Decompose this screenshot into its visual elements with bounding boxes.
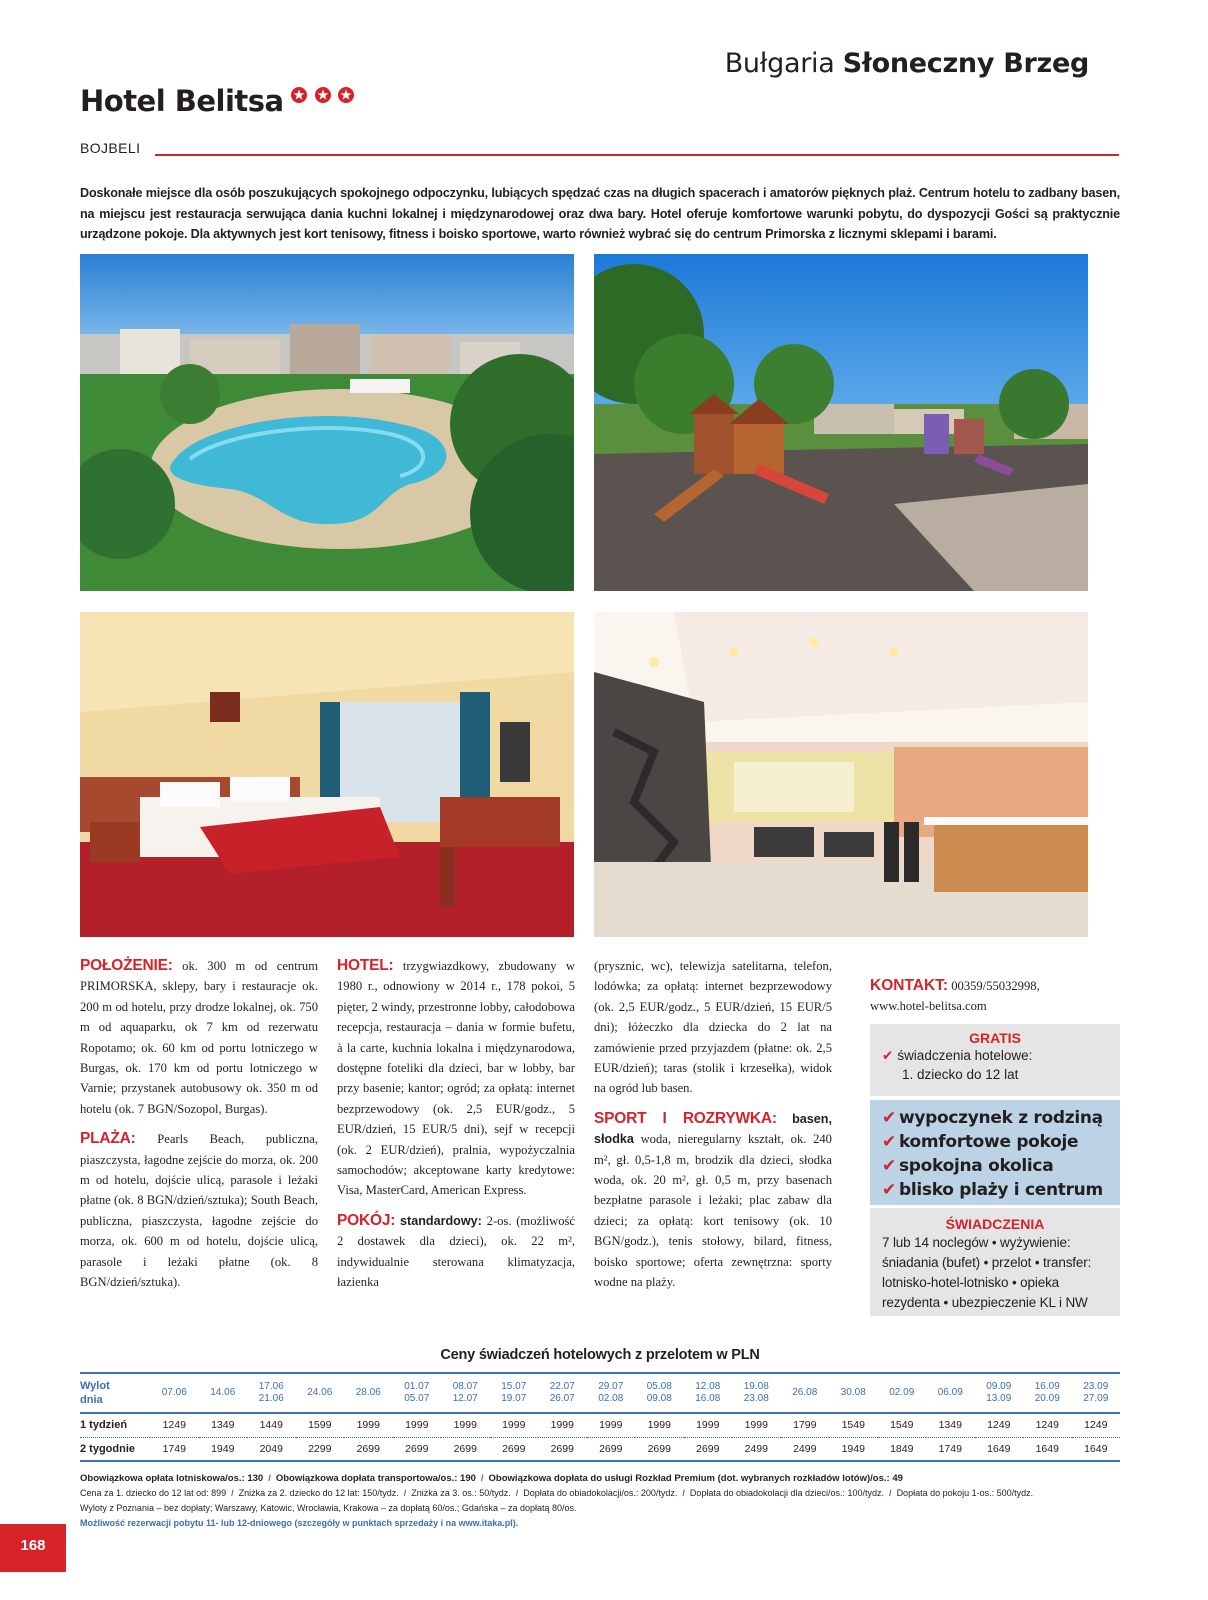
price-cell: 1449 (247, 1413, 296, 1437)
section-hotel (337, 956, 575, 1201)
departure-date: 16.09 20.09 (1023, 1373, 1072, 1413)
departure-date: 12.08 16.08 (684, 1373, 733, 1413)
star-icon (290, 86, 308, 104)
departure-date: 19.08 23.08 (732, 1373, 781, 1413)
departure-date: 28.06 (344, 1373, 393, 1413)
price-notes (80, 1471, 1120, 1531)
check-icon: ✔ (882, 1156, 896, 1176)
destination-heading (725, 48, 1089, 79)
price-cell: 1949 (199, 1437, 248, 1461)
price-cell: 1849 (878, 1437, 927, 1461)
gratis-line-2: 1. dziecko do 12 lat (902, 1067, 1019, 1082)
departure-date: 29.07 02.08 (587, 1373, 636, 1413)
heading-polozenie: POŁOŻENIE: (80, 957, 173, 974)
price-cell: 1249 (1072, 1413, 1121, 1437)
check-icon: ✔ (882, 1180, 896, 1200)
lead-sport: basen, słodka (594, 1111, 832, 1147)
column-location (80, 956, 318, 1303)
price-cell: 1999 (587, 1413, 636, 1437)
price-cell: 1999 (684, 1413, 733, 1437)
column-room-sport (594, 956, 832, 1303)
price-cell: 1349 (199, 1413, 248, 1437)
price-cell: 1949 (829, 1437, 878, 1461)
check-icon: ✔ (882, 1108, 896, 1128)
price-row (80, 1437, 1120, 1461)
price-cell: 1999 (393, 1413, 442, 1437)
star-rating (290, 86, 356, 109)
price-cell: 2699 (538, 1437, 587, 1461)
features-box (870, 1100, 1120, 1205)
lead-pokoj: standardowy: (400, 1213, 482, 1228)
price-cell: 1649 (1023, 1437, 1072, 1461)
departure-date: 01.07 05.07 (393, 1373, 442, 1413)
price-cell: 1249 (150, 1413, 199, 1437)
price-cell: 1549 (878, 1413, 927, 1437)
departure-date: 06.09 (926, 1373, 975, 1413)
gratis-title: GRATIS (969, 1030, 1021, 1046)
price-cell: 2699 (587, 1437, 636, 1461)
star-icon (314, 86, 332, 104)
text-pokoj: 2-os. (możliwość 2 dostawek dla dzieci), ok. 22 m², indywidualnie sterowana klimatyzacja, łazienka (337, 1213, 575, 1290)
price-cell: 2699 (441, 1437, 490, 1461)
section-polozenie (80, 956, 318, 1119)
departure-date: 09.09 13.09 (975, 1373, 1024, 1413)
header-divider (155, 154, 1119, 156)
departure-date: 24.06 (296, 1373, 345, 1413)
price-cell: 1349 (926, 1413, 975, 1437)
price-cell: 1749 (150, 1437, 199, 1461)
duration-label: 1 tydzień (80, 1413, 150, 1437)
text-polozenie: ok. 300 m od centrum PRIMORSKA, sklepy, bary i restauracje ok. 200 m od hotelu, przy drodze lokalnej, ok. 750 m od aquaparku, ok 7 km od rezerwatu Ropotamo; ok. 60 km od portu lotniczego w Burgas, ok. 170 km od portu lotniczego w Varnie; przystanek autobusowy ok. 350 m od hotelu (ok. 7 BGN/Sozopol, Burgas). (80, 959, 318, 1116)
gratis-line-1: świadczenia hotelowe: (897, 1048, 1033, 1063)
price-table (80, 1372, 1120, 1462)
services-box (870, 1208, 1120, 1316)
text-plaza: Pearls Beach, publiczna, piaszczysta, łagodne zejście do morza, ok. 200 m od hotelu, dojście ulicą, parasole i leżaki płatne (ok. 8 BGN/dzień/sztuka); South Beach, publiczna, piaszczysta, łagodne zejście do morza, ok. 600 m od hotelu, dojście ulicą, parasole i leżaki płatne (ok. 8 BGN/dzień/sztuka). (80, 1132, 318, 1290)
price-cell: 2499 (781, 1437, 830, 1461)
feature-item: ✔ wypoczynek z rodziną (882, 1108, 1103, 1128)
heading-sport: SPORT I ROZRYWKA: (594, 1109, 777, 1127)
price-row (80, 1413, 1120, 1437)
heading-hotel: HOTEL: (337, 957, 394, 974)
price-cell: 1599 (296, 1413, 345, 1437)
notes-line-3: Wyloty z Poznania – bez dopłaty; Warszawy, Katowic, Wrocławia, Krakowa – za dopłatą 60/os.; Gdańska – za dopłatą 80/os. (80, 1503, 577, 1513)
playground-photo (594, 254, 1088, 591)
feature-item: ✔ spokojna okolica (882, 1156, 1054, 1176)
price-cell: 1799 (781, 1413, 830, 1437)
departure-label: Wylot dnia (80, 1373, 150, 1413)
hotel-title (80, 84, 356, 118)
departure-date: 15.07 19.07 (490, 1373, 539, 1413)
location-label: BOJBELI (80, 140, 141, 156)
star-icon (337, 86, 355, 104)
contact-website[interactable]: www.hotel-belitsa.com (870, 999, 987, 1013)
bedroom-photo (80, 612, 574, 937)
section-sport (594, 1109, 832, 1293)
heading-kontakt: KONTAKT: (870, 977, 949, 994)
contact-section (870, 976, 1120, 1016)
price-cell: 1999 (635, 1413, 684, 1437)
price-cell: 2699 (635, 1437, 684, 1461)
check-icon: ✔ (882, 1132, 896, 1152)
services-title: ŚWIADCZENIA (945, 1216, 1045, 1232)
price-cell: 2699 (684, 1437, 733, 1461)
price-cell: 1999 (441, 1413, 490, 1437)
price-cell: 2299 (296, 1437, 345, 1461)
feature-item: ✔ komfortowe pokoje (882, 1132, 1079, 1152)
price-cell: 1249 (975, 1413, 1024, 1437)
column-hotel (337, 956, 575, 1303)
gratis-box (870, 1024, 1120, 1096)
section-plaza (80, 1129, 318, 1292)
heading-plaza: PLAŻA: (80, 1130, 136, 1148)
departure-date: 07.06 (150, 1373, 199, 1413)
price-cell: 2699 (490, 1437, 539, 1461)
feature-item: ✔ blisko plaży i centrum (882, 1180, 1103, 1200)
departure-date: 02.09 (878, 1373, 927, 1413)
price-cell: 1649 (1072, 1437, 1121, 1461)
check-icon: ✔ (882, 1048, 894, 1063)
resort-name: Słoneczny Brzeg (842, 48, 1089, 79)
price-cell: 1999 (538, 1413, 587, 1437)
heading-pokoj: POKÓJ: (337, 1211, 396, 1229)
departure-date: 22.07 26.07 (538, 1373, 587, 1413)
services-text: 7 lub 14 noclegów • wyżywienie: śniadania (bufet) • przelot • transfer: lotnisko-hotel-lotnisko • opieka rezydenta • ubezpieczenie KL i NW (882, 1235, 1092, 1310)
pool-photo (80, 254, 574, 591)
price-cell: 1549 (829, 1413, 878, 1437)
departure-date: 08.07 12.07 (441, 1373, 490, 1413)
price-cell: 2499 (732, 1437, 781, 1461)
price-cell: 2049 (247, 1437, 296, 1461)
section-pokoj (337, 1211, 575, 1293)
departure-date: 05.08 09.08 (635, 1373, 684, 1413)
departure-date: 14.06 (199, 1373, 248, 1413)
price-cell: 2699 (393, 1437, 442, 1461)
duration-label: 2 tygodnie (80, 1437, 150, 1461)
notes-line-2: Cena za 1. dziecko do 12 lat od: 899 / Zniżka za 2. dziecko do 12 lat: 150/tydz. / Zniżka za 3. os.: 50/tydz. / Dopłata do obiadokolacji/os.: 200/tydz. / Dopłata do obiadokolacji dla dzieci/os.: 100/tydz. / Dopłata do pokoju 1-os.: 500/tydz. (80, 1488, 1034, 1498)
departure-date: 23.09 27.09 (1072, 1373, 1121, 1413)
price-cell: 1249 (1023, 1413, 1072, 1437)
price-table-title: Ceny świadczeń hotelowych z przelotem w PLN (440, 1347, 760, 1363)
contact-phone: 00359/55032998, (951, 979, 1040, 993)
text-sport: woda, nieregularny kształt, ok. 240 m², gł. 0,5-1,8 m, brodzik dla dzieci, słodka woda, ok. 20 m², gł. 0,5 m, przy basenach bezpłatne parasole i leżaki; plac zabaw dla dzieci; za opłatą: kort tenisowy (ok. 10 BGN/godz.), tenis stołowy, bilard, fitness, boisko sportowe; oferta zewnętrzna: sporty wodne na plaży. (594, 1132, 832, 1290)
intro-paragraph: Doskonałe miejsce dla osób poszukujących spokojnego odpoczynku, lubiących spędzać czas na długich spacerach i amatorów pięknych plaż. Centrum hotelu to zadbany basen, na miejscu jest restauracja serwująca dania kuchni lokalnej i międzynarodowej oraz dwa bary. Hotel oferuje komfortowe warunki pobytu, do dyspozycji Gości są praktycznie urządzone pokoje. Dla aktywnych jest kort tenisowy, fitness i boisko sportowe, warto również wybrać się do centrum Primorska z licznymi sklepami i barami. (80, 186, 1120, 241)
price-cell: 1749 (926, 1437, 975, 1461)
price-cell: 1649 (975, 1437, 1024, 1461)
price-cell: 1999 (490, 1413, 539, 1437)
price-table-header (80, 1373, 1120, 1413)
country-name: Bułgaria (724, 48, 835, 79)
notes-line-4[interactable]: Możliwość rezerwacji pobytu 11- lub 12-dniowego (szczegóły w punktach sprzedaży i na www.itaka.pl). (80, 1518, 519, 1528)
page-number: 168 (0, 1524, 66, 1572)
departure-date: 17.06 21.06 (247, 1373, 296, 1413)
price-cell: 1999 (732, 1413, 781, 1437)
price-cell: 2699 (344, 1437, 393, 1461)
notes-line-1: Obowiązkowa opłata lotniskowa/os.: 130 / Obowiązkowa dopłata transportowa/os.: 190 / Obowiązkowa dopłata do usługi Rozkład Premium (dot. wybranych rozkładów lotów)/os.: 49 (80, 1473, 903, 1484)
text-pokoj-continued: (prysznic, wc), telewizja satelitarna, telefon, lodówka; za opłatą: internet bezprzewodowy (ok. 2,5 EUR/godz., 5 EUR/dzień, 15 EUR/5 dni); łóżeczko dla dziecka do 2 lat na zamówienie przed przyjazdem (płatne: ok. 2,5 EUR/dzień); taras (stolik i krzesełka), widok na ogród lub basen. (594, 959, 832, 1096)
price-cell: 1999 (344, 1413, 393, 1437)
lobby-bar-photo (594, 612, 1088, 937)
text-hotel: trzygwiazdkowy, zbudowany w 1980 r., odnowiony w 2014 r., 178 pokoi, 5 pięter, 2 windy, przestronne lobby, całodobowa recepcja, restauracja – dania w formie bufetu, à la carte, kuchnia lokalna i międzynarodowa, dostępne foteliki dla dzieci, bar w lobby, bar przy basenie; kantor; ogród; za opłatą: internet bezprzewodowy (ok. 2,5 EUR/godz., 5 EUR/dzień, 15 EUR/5 dni), sejf w recepcji (ok. 2 EUR/dzień), pralnia, wypożyczalnia samochodów; akceptowane karty kredytowe: Visa, MasterCard, American Express. (337, 959, 575, 1198)
departure-date: 30.08 (829, 1373, 878, 1413)
hotel-name: Hotel Belitsa (80, 84, 284, 118)
departure-date: 26.08 (781, 1373, 830, 1413)
